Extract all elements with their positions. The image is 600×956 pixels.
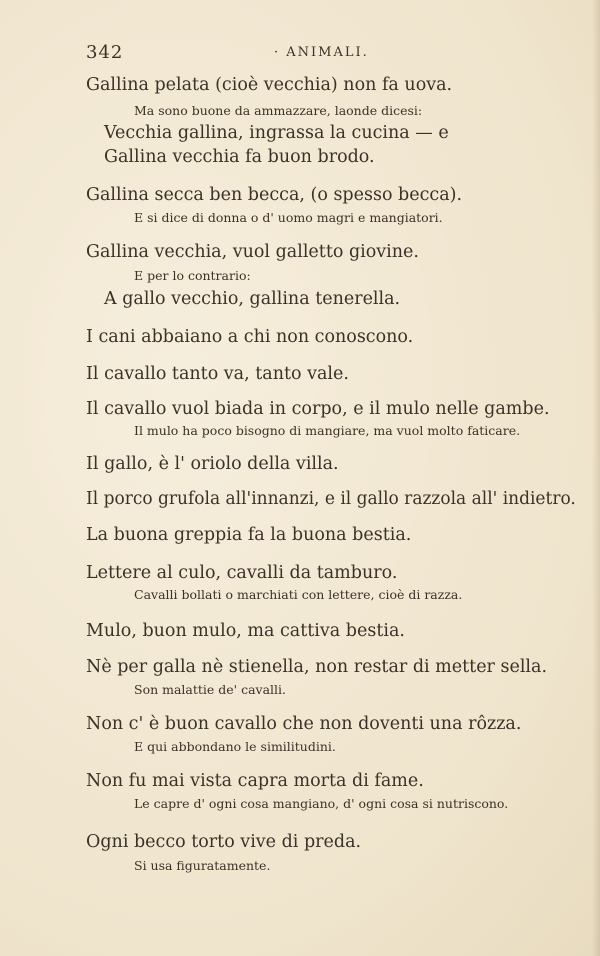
proverb-line: Non c' è buon cavallo che non doventi una rôzza.: [86, 714, 522, 734]
proverb-line: Gallina secca ben becca, (o spesso becca).: [86, 185, 463, 205]
proverb-line: I cani abbaiano a chi non conoscono.: [86, 327, 414, 347]
proverb-line: Ogni becco torto vive di preda.: [86, 832, 362, 852]
note-line: Il mulo ha poco bisogno di mangiare, ma vuol molto faticare.: [134, 423, 521, 438]
proverb-line: Gallina pelata (cioè vecchia) non fa uova.: [86, 75, 453, 95]
note-line: Son malattie de' cavalli.: [134, 682, 287, 697]
proverb-line: Il gallo, è l' oriolo della villa.: [86, 454, 339, 474]
page-header: [86, 42, 556, 64]
page-number: 342: [86, 42, 124, 63]
proverb-line: Il porco grufola all'innanzi, e il gallo razzola all' indietro.: [86, 489, 576, 509]
note-line: Si usa figuratamente.: [134, 858, 271, 873]
note-line: E qui abbondano le similitudini.: [134, 739, 336, 754]
proverb-line: Vecchia gallina, ingrassa la cucina — e: [104, 123, 449, 143]
running-title: · ANIMALI.: [274, 45, 369, 60]
proverb-line: Lettere al culo, cavalli da tamburo.: [86, 563, 398, 583]
proverb-line: Non fu mai vista capra morta di fame.: [86, 771, 424, 791]
note-line: Le capre d' ogni cosa mangiano, d' ogni cosa si nutriscono.: [134, 796, 509, 811]
proverb-line: Nè per galla nè stienella, non restar di metter sella.: [86, 657, 548, 677]
page-edge-shadow: [592, 0, 600, 956]
proverb-line: Il cavallo vuol biada in corpo, e il mulo nelle gambe.: [86, 399, 550, 419]
proverb-line: Il cavallo tanto va, tanto vale.: [86, 364, 349, 384]
proverb-line: A gallo vecchio, gallina tenerella.: [104, 289, 401, 309]
proverb-line: La buona greppia fa la buona bestia.: [86, 525, 412, 545]
note-line: Ma sono buone da ammazzare, laonde dicesi:: [134, 103, 423, 118]
note-line: Cavalli bollati o marchiati con lettere, cioè di razza.: [134, 587, 463, 602]
note-line: E si dice di donna o d' uomo magri e mangiatori.: [134, 210, 443, 225]
proverb-line: Gallina vecchia fa buon brodo.: [104, 147, 375, 167]
note-line: E per lo contrario:: [134, 268, 251, 283]
proverb-line: Gallina vecchia, vuol galletto giovine.: [86, 242, 419, 262]
proverb-line: Mulo, buon mulo, ma cattiva bestia.: [86, 621, 405, 641]
